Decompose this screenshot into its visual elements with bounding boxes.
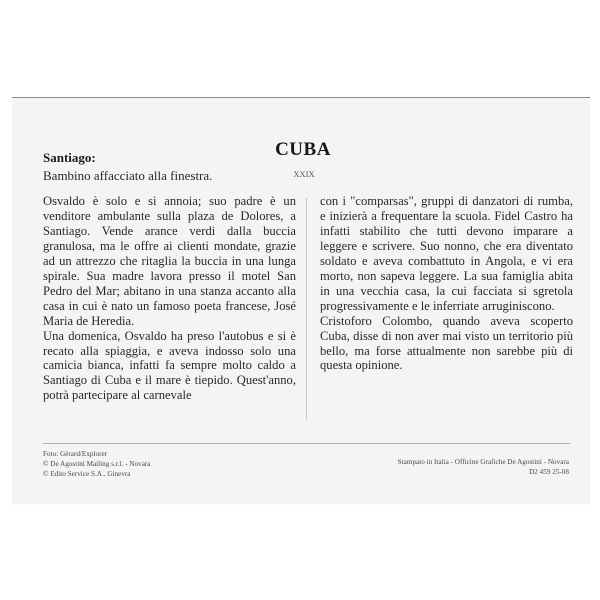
- column-divider: [306, 198, 307, 420]
- credit-line: © Edito Service S.A.. Ginevra: [43, 470, 131, 478]
- card-numeral: [0, 169, 600, 179]
- card-title-text: CUBA: [275, 139, 331, 160]
- printer-code: D2 459 25-08: [529, 468, 569, 476]
- card-numeral-text: XXIX: [293, 169, 315, 179]
- paragraph: Una domenica, Osvaldo ha preso l'autobus e si è recato alla spiaggia, e aveva indosso solo una camicia bianca, infatti fa sempre molto caldo a Santiago di Cuba e il mare è tiepido. Quest'anno, potrà partecipare al carnevale: [43, 328, 296, 403]
- paragraph: Cristoforo Colombo, quando aveva scoperto Cuba, disse di non aver mai visto un territorio più bello, ma forse attualmente non sarebbe più di questa opinione.: [320, 313, 573, 373]
- card-title: [0, 139, 600, 161]
- credits: [43, 449, 150, 479]
- text-column-right: [320, 194, 573, 373]
- photo-caption: Bambino affacciato alla finestra.: [43, 168, 213, 183]
- paragraph: con i "comparsas", gruppi di danzatori di rumba, e inizierà a frequentare la scuola. Fidel Castro ha infatti stabilito che tutti devono imparare a leggere e scrivere. Suo nonno, che era diventato soldato e aveva combattuto in Angola, e vi era morto, non sapeva leggere. La sua famiglia abita in una vecchia casa, la cui facciata si sgretola progressivamente e le inferriate arruginiscono.: [320, 194, 573, 313]
- credit-line: Foto: Gérard/Explorer: [43, 450, 108, 458]
- credit-line: © De Agostini Mailing s.r.l. - Novara: [43, 460, 151, 468]
- printer-line: Stampato in Italia - Officine Grafiche De Agostini - Novara: [397, 458, 569, 466]
- text-column-left: [43, 194, 296, 403]
- paragraph: Osvaldo è solo e si annoia; suo padre è un venditore ambulante sulla plaza de Dolores, a Santiago. Vende arance verdi dalla buccia granulosa, ma le offre ai clienti mondate, grazie ad un attrezzo che ritaglia la buccia in una lunga spirale. Sua madre lavora presso il motel San Pedro del Mar; abitano in una stanza accanto alla casa in cui è nato un famoso poeta francese, José Maria de Heredia.: [43, 194, 296, 328]
- place-label: Santiago:: [43, 150, 96, 165]
- footer-rule: [43, 443, 570, 444]
- printer-info: [398, 457, 569, 477]
